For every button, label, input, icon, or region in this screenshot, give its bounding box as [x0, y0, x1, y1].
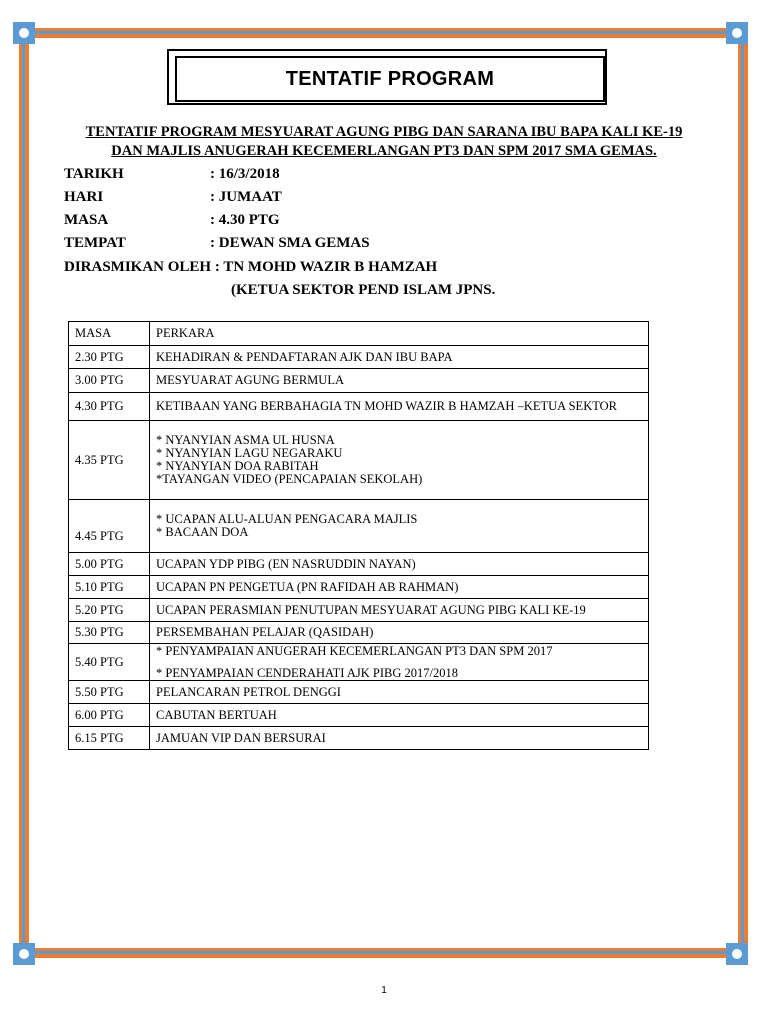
row-time: 6.00 PTG [69, 704, 150, 727]
row-time: 4.45 PTG [69, 500, 150, 553]
row-time: 5.00 PTG [69, 553, 150, 576]
info-label-tempat: TEMPAT [64, 235, 126, 251]
officiated-by-continuation: (KETUA SEKTOR PEND ISLAM JPNS. [231, 282, 496, 298]
row-time: 5.20 PTG [69, 599, 150, 622]
table-row [69, 704, 649, 727]
officiated-by: DIRASMIKAN OLEH : TN MOHD WAZIR B HAMZAH [64, 259, 438, 275]
corner-ornament-bottom-right [726, 943, 748, 965]
row-time: 6.15 PTG [69, 727, 150, 750]
table-row [69, 500, 649, 553]
row-item: MESYUARAT AGUNG BERMULA [150, 369, 649, 393]
frame-bottom [22, 948, 746, 958]
info-label-hari: HARI [64, 189, 104, 205]
row-item: JAMUAN VIP DAN BERSURAI [150, 727, 649, 750]
table-row [69, 393, 649, 421]
info-value-hari: : JUMAAT [210, 189, 282, 205]
table-row [69, 553, 649, 576]
row-item [150, 644, 649, 681]
row-time: 4.35 PTG [69, 421, 150, 500]
row-time: 5.50 PTG [69, 681, 150, 704]
title-box [175, 56, 605, 102]
table-header-row [69, 322, 649, 346]
page-number: 1 [381, 985, 387, 996]
row-item: UCAPAN PN PENGETUA (PN RAFIDAH AB RAHMAN) [150, 576, 649, 599]
table-row [69, 421, 649, 500]
frame-right [738, 30, 748, 956]
row-item: CABUTAN BERTUAH [150, 704, 649, 727]
corner-ornament-top-right [726, 22, 748, 44]
row-item-line: * BACAAN DOA [156, 525, 249, 539]
row-item [150, 500, 649, 553]
info-value-tempat: : DEWAN SMA GEMAS [210, 235, 370, 251]
info-label-masa: MASA [64, 212, 109, 228]
table-row [69, 346, 649, 369]
heading-line-1: TENTATIF PROGRAM MESYUARAT AGUNG PIBG DAN SARANA IBU BAPA KALI KE-19 [85, 124, 683, 140]
header-perkara: PERKARA [150, 322, 649, 346]
info-label-tarikh: TARIKH [64, 166, 124, 182]
table-row [69, 644, 649, 681]
row-time: 2.30 PTG [69, 346, 150, 369]
row-item: KEHADIRAN & PENDAFTARAN AJK DAN IBU BAPA [150, 346, 649, 369]
corner-ornament-bottom-left [13, 943, 35, 965]
row-time: 4.30 PTG [69, 393, 150, 421]
corner-ornament-top-left [13, 22, 35, 44]
row-item: UCAPAN PERASMIAN PENUTUPAN MESYUARAT AGUNG PIBG KALI KE-19 [150, 599, 649, 622]
row-item-line: *TAYANGAN VIDEO (PENCAPAIAN SEKOLAH) [156, 472, 423, 486]
header-masa: MASA [69, 322, 150, 346]
heading-line-2: DAN MAJLIS ANUGERAH KECEMERLANGAN PT3 DAN SPM 2017 SMA GEMAS. [111, 143, 657, 159]
row-item-line: * NYANYIAN ASMA UL HUSNA [156, 433, 335, 447]
row-item [150, 421, 649, 500]
table-row [69, 576, 649, 599]
table-row [69, 599, 649, 622]
row-time: 5.10 PTG [69, 576, 150, 599]
program-table [68, 321, 649, 750]
page-title: TENTATIF PROGRAM [285, 67, 495, 90]
table-row [69, 622, 649, 644]
row-item: KETIBAAN YANG BERBAHAGIA TN MOHD WAZIR B HAMZAH –KETUA SEKTOR [150, 393, 649, 421]
row-time: 5.30 PTG [69, 622, 150, 644]
frame-top [22, 28, 746, 38]
frame-left [19, 30, 29, 956]
row-time: 5.40 PTG [69, 644, 150, 681]
table-row [69, 369, 649, 393]
info-value-masa: : 4.30 PTG [210, 212, 280, 228]
row-item-line: * NYANYIAN LAGU NEGARAKU [156, 446, 343, 460]
row-item: PELANCARAN PETROL DENGGI [150, 681, 649, 704]
row-item: UCAPAN YDP PIBG (EN NASRUDDIN NAYAN) [150, 553, 649, 576]
row-item: PERSEMBAHAN PELAJAR (QASIDAH) [150, 622, 649, 644]
row-time: 3.00 PTG [69, 369, 150, 393]
row-item-line: * PENYAMPAIAN CENDERAHATI AJK PIBG 2017/2018 [156, 665, 458, 680]
row-item-line: * UCAPAN ALU-ALUAN PENGACARA MAJLIS [156, 512, 418, 526]
info-value-tarikh: : 16/3/2018 [210, 166, 280, 182]
table-row [69, 727, 649, 750]
row-item-line: * PENYAMPAIAN ANUGERAH KECEMERLANGAN PT3 DAN SPM 2017 [156, 643, 553, 658]
row-item-line: * NYANYIAN DOA RABITAH [156, 459, 319, 473]
table-row [69, 681, 649, 704]
